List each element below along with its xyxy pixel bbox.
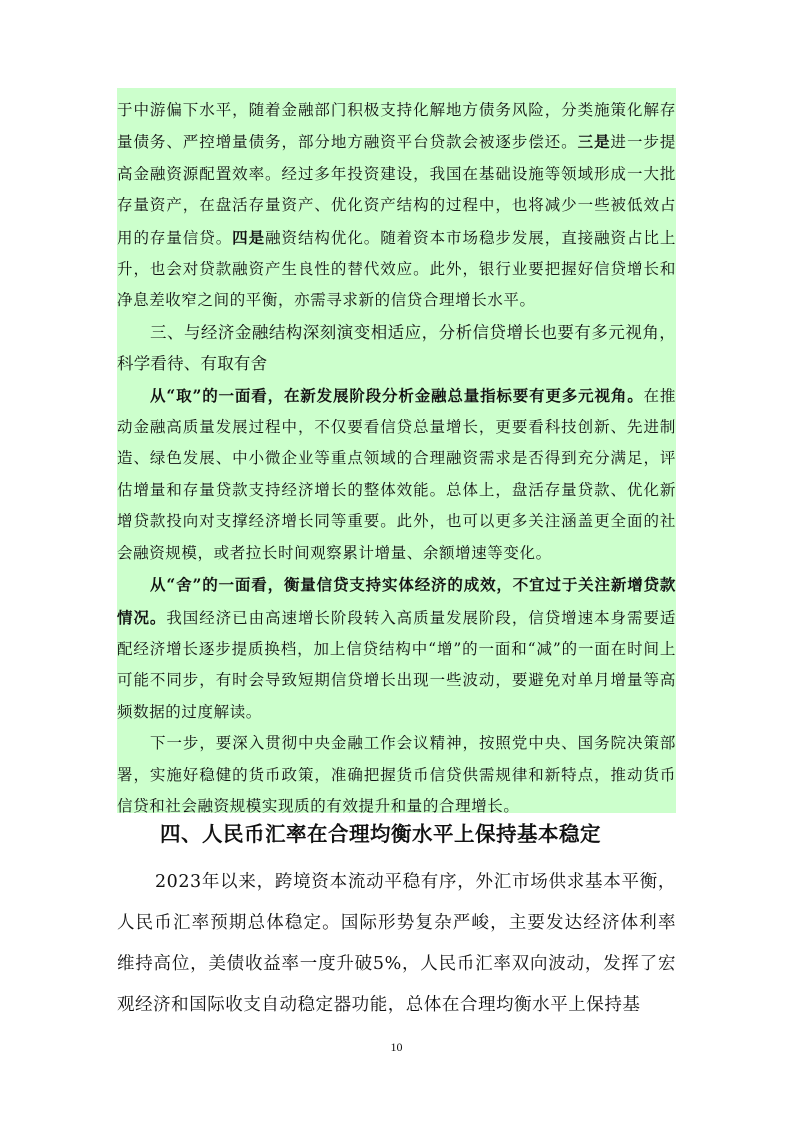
body-paragraph: 2023年以来，跨境资本流动平稳有序，外汇市场供求基本平衡，人民币汇率预期总体稳定。国际形势复杂严峻，主要发达经济体利率维持高位，美债收益率一度升破5%，人民币汇率双向波动，发挥了宏观经济和国际收支自动稳定器功能，总体在合理均衡水平上保持基 [117,872,676,1015]
p2-text: 在推动金融高质量发展过程中，不仅要看信贷总量增长，更要看科技创新、先进制造、绿色发展、中小微企业等重点领域的合理融资需求是否得到充分满足，评估增量和存量贷款支持经济增长的整体效能。总体上，盘活存量贷款、优化新增贷款投向对支撑经济增长同等重要。此外，也可以更多关注涵盖更全面的社会融资规模，或者拉长时间观察累计增量、余额增速等变化。 [117,386,676,562]
p3-bold-lead: 从“舍”的一面看，衡量信贷支持实体经济的成效，不宜过于关注新增贷款情况。 [117,575,676,627]
paragraph-next-step: 下一步，要深入贯彻中央金融工作会议精神，按照党中央、国务院决策部署，实施好稳健的货币政策，准确把握货币信贷供需规律和新特点，推动货币信贷和社会融资规模实现质的有效提升和量的合理增长。 [117,734,676,815]
p1-text-1: 于中游偏下水平，随着金融部门积极支持化解地方债务风险，分类施策化解存量债务、严控增量债务，部分地方融资平台贷款会被逐步偿还。 [117,101,676,152]
page-number: 10 [390,1040,403,1054]
p1-text-3: 融资结构优化。随着资本市场稳步发展，直接融资占比上升，也会对贷款融资产生良性的替代效应。此外，银行业要把握好信贷增长和净息差收窄之间的平衡，亦需寻求新的信贷合理增长水平。 [117,228,677,310]
paragraph-measures [117,95,676,317]
paragraph-give-side [117,569,676,728]
highlighted-text-box [117,88,676,813]
paragraph-take-side [117,380,676,569]
box-subheading: 三、与经济金融结构深刻演变相适应，分析信贷增长也要有多元视角，科学看待、有取有舍 [117,322,676,374]
p3-text: 我国经济已由高速增长阶段转入高质量发展阶段，信贷增速本身需要适配经济增长逐步提质换档，加上信贷结构中“增”的一面和“减”的一面在时间上可能不同步，有时会导致短期信贷增长出现一些波动，要避免对单月增量等高频数据的过度解读。 [117,608,676,721]
p2-bold-lead: 从“取”的一面看，在新发展阶段分析金融总量指标要有更多元视角。 [150,385,644,405]
p1-bold-fourth: 四是 [232,227,266,247]
p1-bold-third: 三是 [577,132,611,152]
p1-text-2: 进一步提高金融资源配置效率。经过多年投资建设，我国在基础设施等领域形成一大批存量资产，在盘活存量资产、优化资产结构的过程中，也将减少一些被低效占用的存量信贷。 [117,133,676,247]
section-title: 四、人民币汇率在合理均衡水平上保持基本稳定 [160,822,601,846]
